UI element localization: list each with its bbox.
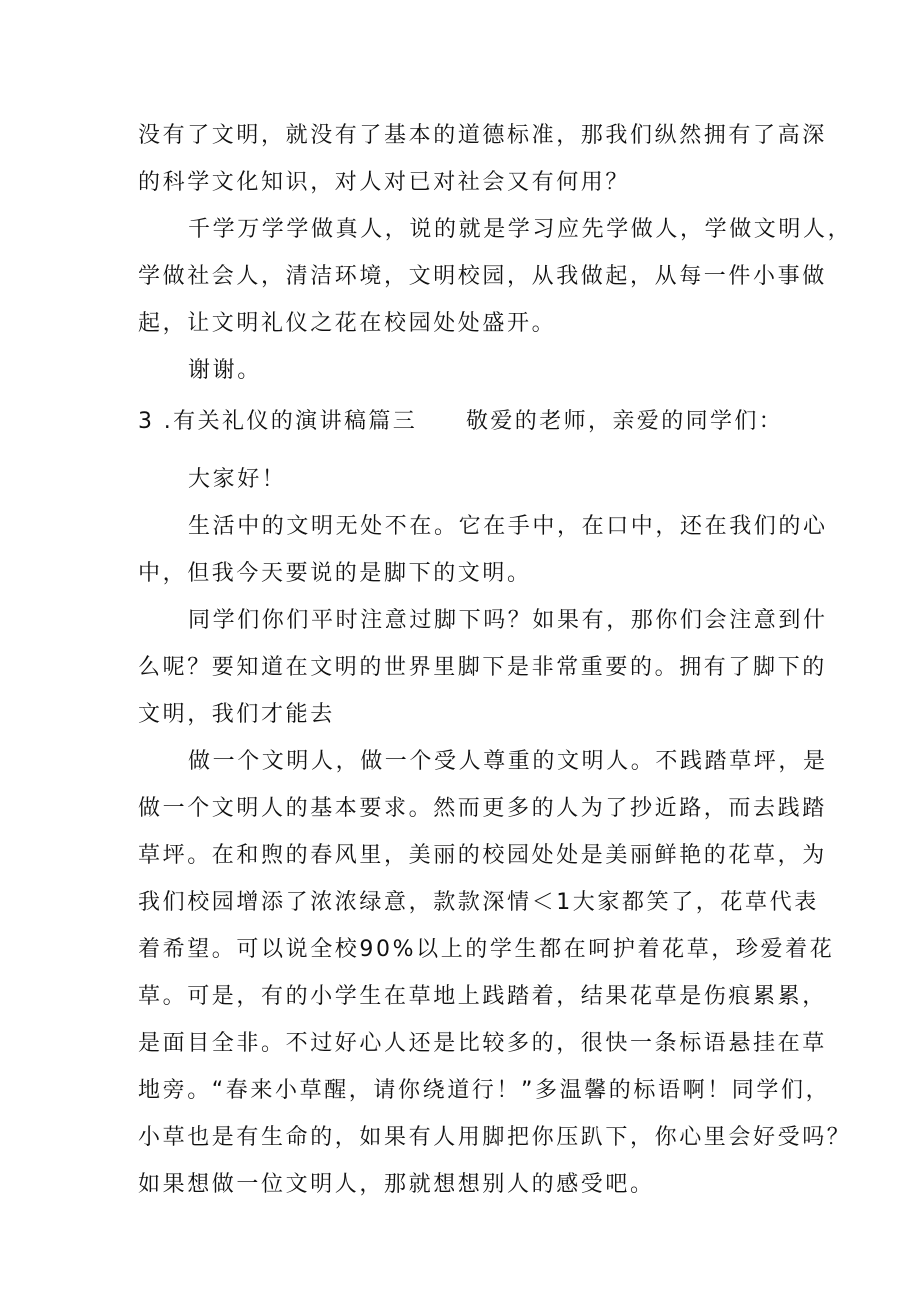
text-line: 草。可是，有的小学生在草地上践踏着，结果花草是伤痕累累， [138, 984, 827, 1009]
text-line: 同学们你们平时注意过脚下吗？如果有，那你们会注意到什 [188, 608, 828, 633]
paragraph-4 [138, 456, 788, 503]
text-line: 草坪。在和煦的春风里，美丽的校园处处是美丽鲜艳的花草，为 [138, 843, 827, 868]
text-line: 是面目全非。不过好心人还是比较多的，很快一条标语悬挂在草 [138, 1031, 827, 1056]
text-line: 千学万学学做真人，说的就是学习应先学做人，学做文明人， [188, 217, 853, 242]
section-heading [138, 400, 788, 444]
text-line: 中，但我今天要说的是脚下的文明。 [138, 561, 532, 586]
salutation: 敬爱的老师，亲爱的同学们： [466, 409, 784, 434]
text-line: 我们校园增添了浓浓绿意，款款深情＜1大家都笑了，花草代表 [138, 890, 819, 915]
text-line: 小草也是有生命的，如果有人用脚把你压趴下，你心里会好受吗？ [138, 1125, 852, 1150]
section-title: 3 .有关礼仪的演讲稿篇三 [138, 409, 418, 434]
text-line: 地旁。“春来小草醒，请你绕道行！”多温馨的标语啊！同学们， [138, 1078, 831, 1103]
text-line: 大家好！ [188, 467, 287, 492]
paragraph-6 [138, 597, 828, 738]
text-line: 做一个文明人，做一个受人尊重的文明人。不践踏草坪，是 [188, 749, 828, 774]
text-line: 没有了文明，就没有了基本的道德标准，那我们纵然拥有了高深 [138, 123, 827, 148]
document-body [138, 112, 853, 1208]
text-line: 文明，我们才能去 [138, 702, 335, 727]
paragraph-3 [138, 347, 788, 394]
text-line: 学做社会人，清洁环境，文明校园，从我做起，从每一件小事做 [138, 264, 827, 289]
text-line: 的科学文化知识，对人对已对社会又有何用？ [138, 170, 631, 195]
text-line: 如果想做一位文明人，那就想想别人的感受吧。 [138, 1172, 655, 1197]
paragraph-2 [138, 206, 853, 347]
text-line: 着希望。可以说全校90%以上的学生都在呵护着花草，珍爱着花 [138, 937, 835, 962]
text-line: 么呢？要知道在文明的世界里脚下是非常重要的。拥有了脚下的 [138, 655, 827, 680]
text-line: 生活中的文明无处不在。它在手中，在口中，还在我们的心 [188, 514, 828, 539]
paragraph-5 [138, 503, 828, 597]
text-line: 做一个文明人的基本要求。然而更多的人为了抄近路，而去践踏 [138, 796, 827, 821]
paragraph-1 [138, 112, 827, 206]
text-line: 谢谢。 [188, 358, 262, 383]
text-line: 起，让文明礼仪之花在校园处处盛开。 [138, 311, 557, 336]
paragraph-7 [138, 738, 852, 1208]
